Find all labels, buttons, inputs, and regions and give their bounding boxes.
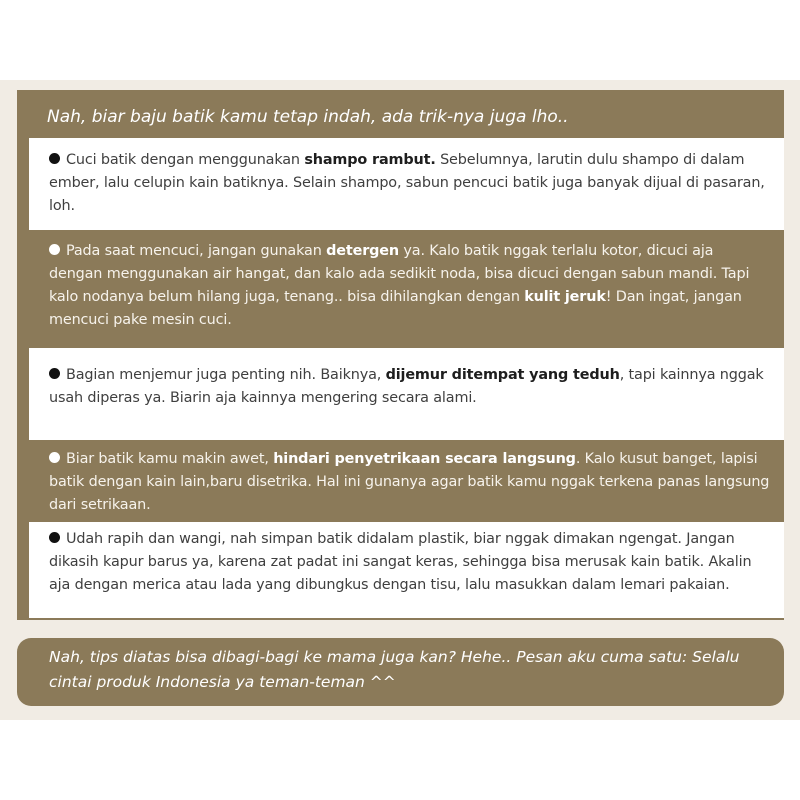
tip-text: Udah rapih dan wangi, nah simpan batik didalam plastik, biar nggak dimakan ngengat. Jangan dikasih kapur barus ya, karena zat padat ini sangat keras, sehingga bisa merusak kain batik. Akalin aja dengan merica atau lada yang dibungkus dengan tisu, lalu masukkan dalam lemari pakaian. [49, 531, 752, 593]
tip-text: ! Dan ingat, jangan mencuci pake mesin cuci. [49, 289, 742, 328]
tip-highlight: shampo rambut. [304, 152, 436, 168]
tip-text: . Kalo kusut banget, lapisi batik dengan kain lain,baru disetrika. Hal ini gunanya agar batik kamu nggak terkena panas langsung dari setrikaan. [49, 451, 770, 513]
tip-highlight: dijemur ditempat yang teduh [385, 367, 620, 383]
tips-panel [17, 90, 784, 620]
tip-item [29, 138, 784, 230]
tip-text: Biar batik kamu makin awet, [66, 451, 274, 467]
tip-text: , tapi kainnya nggak usah diperas ya. Biarin aja kainnya mengering secara alami. [49, 367, 764, 406]
tip-highlight: kulit jeruk [524, 289, 606, 305]
tip-text: Sebelumnya, larutin dulu shampo di dalam ember, lalu celupin kain batiknya. Selain shampo, sabun pencuci batik juga banyak dijual di pasaran, loh. [49, 152, 765, 214]
bullet-icon [49, 532, 60, 543]
bullet-icon [49, 368, 60, 379]
bullet-icon [49, 153, 60, 164]
tip-text: ya. Kalo batik nggak terlalu kotor, dicuci aja dengan menggunakan air hangat, dan kalo ada sedikit noda, bisa dicuci dengan sabun mandi. Tapi kalo nodanya belum hilang juga, tenang.. bisa dihilangkan dengan [49, 243, 750, 305]
tip-highlight: detergen [326, 243, 399, 259]
tip-item [29, 448, 784, 518]
tip-highlight: hindari penyetrikaan secara langsung [273, 451, 576, 467]
tip-text: Pada saat mencuci, jangan gunakan [66, 243, 327, 259]
tip-item [29, 238, 784, 330]
tip-text: Cuci batik dengan menggunakan [66, 152, 305, 168]
tips-poster [0, 80, 800, 720]
bullet-icon [49, 244, 60, 255]
tip-item [29, 522, 784, 618]
closing-message: Nah, tips diatas bisa dibagi-bagi ke mama juga kan? Hehe.. Pesan aku cuma satu: Selalu cintai produk Indonesia ya teman-teman ^^ [17, 638, 784, 706]
poster-title: Nah, biar baju batik kamu tetap indah, ada trik-nya juga lho.. [47, 107, 569, 127]
tip-item [29, 348, 784, 440]
bullet-icon [49, 452, 60, 463]
tip-text: Bagian menjemur juga penting nih. Baiknya, [66, 367, 386, 383]
